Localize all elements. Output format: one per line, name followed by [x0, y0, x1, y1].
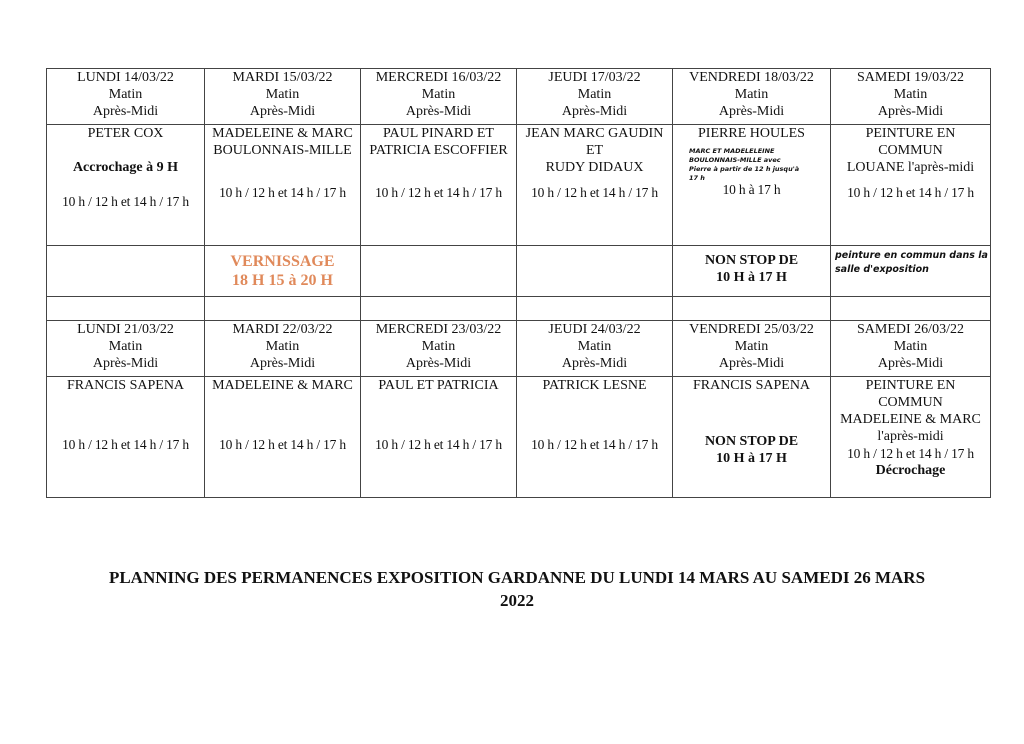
morning-label: Matin [734, 339, 769, 354]
day-header [47, 321, 205, 377]
activity-time-note: l'après-midi [877, 429, 944, 444]
day-header [517, 321, 673, 377]
day-header [205, 321, 361, 377]
empty-cell [47, 246, 205, 297]
small-note: 17 h [689, 174, 705, 182]
afternoon-label: Après-Midi [561, 104, 628, 119]
week2-entries-row [47, 377, 991, 498]
entry-cell [673, 125, 831, 246]
hours-text: 10 h à 17 h [722, 182, 781, 197]
hours-text: 10 h / 12 h et 14 h / 17 h [375, 437, 502, 452]
small-note: BOULONNAIS-MILLE avec [689, 156, 781, 164]
vernissage-label: VERNISSAGE [230, 253, 335, 270]
entry-cell [517, 125, 673, 246]
empty-cell [361, 246, 517, 297]
week2-header-row [47, 321, 991, 377]
day-header [673, 321, 831, 377]
nonstop-time: 10 H à 17 H [716, 451, 787, 466]
morning-label: Matin [421, 339, 456, 354]
morning-label: Matin [734, 87, 769, 102]
person-name: MADELEINE & MARC [212, 378, 353, 393]
hours-text: 10 h / 12 h et 14 h / 17 h [219, 185, 346, 200]
entry-cell [831, 377, 991, 498]
nonstop-label: NON STOP DE [704, 434, 799, 449]
day-label: MARDI 22/03/22 [232, 322, 333, 337]
hours-text: 10 h / 12 h et 14 h / 17 h [531, 185, 658, 200]
saturday-note: peinture en commun dans la salle d'exposition [835, 250, 988, 275]
entry-cell [361, 125, 517, 246]
activity-name: COMMUN [878, 395, 943, 410]
vernissage-time: 18 H 15 à 20 H [232, 272, 333, 289]
entry-cell [673, 377, 831, 498]
week1-entries-row [47, 125, 991, 246]
day-header [47, 69, 205, 125]
activity-name: PEINTURE EN [865, 126, 956, 141]
nonstop-cell [673, 246, 831, 297]
person-name-connector: ET [585, 143, 604, 158]
small-note: Pierre à partir de 12 h jusqu'à [689, 165, 800, 173]
empty-cell [831, 297, 991, 321]
takedown-note: Décrochage [875, 463, 946, 478]
person-name: RUDY DIDAUX [545, 160, 644, 175]
entry-cell [831, 125, 991, 246]
afternoon-label: Après-Midi [877, 104, 944, 119]
day-header [361, 321, 517, 377]
page-title [30, 566, 1004, 612]
morning-label: Matin [421, 87, 456, 102]
day-header [831, 321, 991, 377]
afternoon-label: Après-Midi [561, 356, 628, 371]
hours-text: 10 h / 12 h et 14 h / 17 h [62, 194, 189, 209]
morning-label: Matin [893, 339, 928, 354]
afternoon-label: Après-Midi [405, 356, 472, 371]
afternoon-label: Après-Midi [249, 104, 316, 119]
morning-label: Matin [108, 339, 143, 354]
entry-cell [205, 125, 361, 246]
vernissage-cell [205, 246, 361, 297]
person-name: PIERRE HOULES [698, 126, 805, 141]
morning-label: Matin [265, 87, 300, 102]
day-header [673, 69, 831, 125]
day-header [205, 69, 361, 125]
entry-cell [47, 125, 205, 246]
afternoon-label: Après-Midi [877, 356, 944, 371]
person-name: PAUL ET PATRICIA [378, 378, 499, 393]
hours-text: 10 h / 12 h et 14 h / 17 h [62, 437, 189, 452]
hours-text: 10 h / 12 h et 14 h / 17 h [847, 185, 974, 200]
day-header [517, 69, 673, 125]
entry-cell [517, 377, 673, 498]
empty-cell [517, 297, 673, 321]
morning-label: Matin [893, 87, 928, 102]
setup-note: Accrochage à 9 H [72, 160, 179, 175]
day-header [361, 69, 517, 125]
morning-label: Matin [108, 87, 143, 102]
person-name: PETER COX [87, 126, 164, 141]
nonstop-label: NON STOP DE [704, 253, 799, 268]
day-label: SAMEDI 26/03/22 [857, 322, 964, 337]
saturday-note-cell [831, 246, 991, 297]
day-label: JEUDI 17/03/22 [548, 70, 641, 85]
afternoon-label: Après-Midi [718, 356, 785, 371]
entry-cell [47, 377, 205, 498]
person-name: JEAN MARC GAUDIN [525, 126, 664, 141]
morning-label: Matin [577, 87, 612, 102]
activity-name: COMMUN [878, 143, 943, 158]
afternoon-label: Après-Midi [92, 356, 159, 371]
small-note: MARC ET MADELELEINE [689, 147, 775, 155]
day-label: SAMEDI 19/03/22 [857, 70, 964, 85]
day-label: VENDREDI 18/03/22 [689, 70, 814, 85]
hours-text: 10 h / 12 h et 14 h / 17 h [847, 446, 974, 461]
day-label: LUNDI 14/03/22 [77, 70, 174, 85]
day-label: MERCREDI 16/03/22 [375, 70, 502, 85]
day-header [831, 69, 991, 125]
empty-cell [361, 297, 517, 321]
title-year: 2022 [500, 591, 534, 610]
empty-cell [517, 246, 673, 297]
hours-text: 10 h / 12 h et 14 h / 17 h [531, 437, 658, 452]
day-label: JEUDI 24/03/22 [548, 322, 641, 337]
day-label: MERCREDI 23/03/22 [375, 322, 502, 337]
empty-cell [47, 297, 205, 321]
planning-table [46, 68, 991, 498]
morning-label: Matin [577, 339, 612, 354]
day-label: LUNDI 21/03/22 [77, 322, 174, 337]
person-name: FRANCIS SAPENA [66, 378, 185, 393]
afternoon-label: Après-Midi [405, 104, 472, 119]
week1-header-row [47, 69, 991, 125]
person-name: PAUL PINARD ET PATRICIA ESCOFFIER [369, 126, 508, 158]
nonstop-time: 10 H à 17 H [716, 270, 787, 285]
day-label: MARDI 15/03/22 [232, 70, 333, 85]
morning-label: Matin [265, 339, 300, 354]
entry-cell [361, 377, 517, 498]
spacer-row [47, 297, 991, 321]
entry-cell [205, 377, 361, 498]
person-name: MADELEINE & MARC [840, 412, 981, 427]
activity-name: PEINTURE EN [865, 378, 956, 393]
week1-events-row [47, 246, 991, 297]
activity-name: LOUANE l'après-midi [846, 160, 975, 175]
empty-cell [673, 297, 831, 321]
title-line: PLANNING DES PERMANENCES EXPOSITION GARDANNE DU LUNDI 14 MARS AU SAMEDI 26 MARS [108, 568, 926, 587]
person-name: MADELEINE & MARC BOULONNAIS-MILLE [212, 126, 353, 158]
person-name: FRANCIS SAPENA [692, 378, 811, 393]
afternoon-label: Après-Midi [92, 104, 159, 119]
afternoon-label: Après-Midi [718, 104, 785, 119]
day-label: VENDREDI 25/03/22 [689, 322, 814, 337]
hours-text: 10 h / 12 h et 14 h / 17 h [219, 437, 346, 452]
afternoon-label: Après-Midi [249, 356, 316, 371]
empty-cell [205, 297, 361, 321]
person-name: PATRICK LESNE [542, 378, 647, 393]
hours-text: 10 h / 12 h et 14 h / 17 h [375, 185, 502, 200]
